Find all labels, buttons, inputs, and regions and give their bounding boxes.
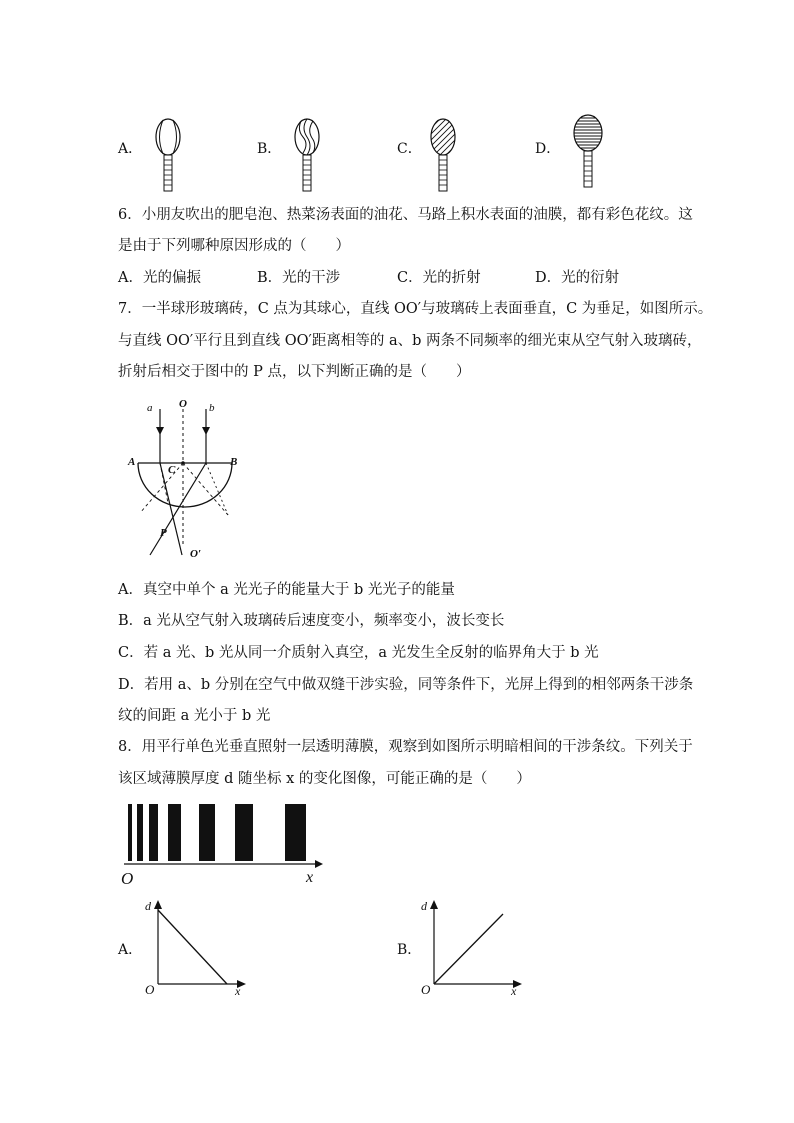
q7-option-c[interactable]: C．若 a 光、b 光从同一介质射入真空，a 光发生全反射的临界角大于 b 光 (118, 645, 599, 661)
q5-option-d-label[interactable]: D． (535, 141, 561, 157)
q6-option-b[interactable]: B．光的干涉 (257, 270, 341, 286)
q8-graph-b-d: d (421, 899, 427, 913)
fringe-bar (235, 804, 253, 861)
q8-graph-b-origin: O (421, 982, 431, 997)
q6-option-d[interactable]: D．光的衍射 (535, 270, 620, 286)
q8-option-b-label[interactable]: B． (397, 942, 422, 958)
q7-label-A: A (128, 456, 136, 468)
fringe-bar (168, 804, 181, 861)
fringe-bar (285, 804, 306, 861)
q8-option-a-label[interactable]: A． (118, 942, 143, 958)
q7-stem-line-1: 7．一半球形玻璃砖，C 点为其球心，直线 OO′与玻璃砖上表面垂直，C 为垂足，如图所示。 (118, 301, 713, 317)
graph-b-line (434, 914, 503, 984)
fringe-bar (199, 804, 215, 861)
q8-graph-b (426, 900, 526, 992)
graph-a-line (158, 910, 227, 984)
q8-graph-b-x: x (511, 984, 517, 998)
q7-label-B: B (230, 456, 238, 468)
q6-stem-line-1: 6．小朋友吹出的肥皂泡、热菜汤表面的油花、马路上积水表面的油膜，都有彩色花纹。这 (118, 207, 693, 223)
q7-label-a: a (147, 402, 153, 414)
q8-stem-line-1: 8．用平行单色光垂直照射一层透明薄膜，观察到如图所示明暗相间的干涉条纹。下列关于 (118, 739, 693, 755)
q7-label-b: b (209, 402, 215, 414)
fringe-bar (128, 804, 132, 861)
q8-fringe-origin: O (121, 869, 134, 888)
q7-option-d[interactable]: D．若用 a、b 分别在空气中做双缝干涉实验，同等条件下，光屏上得到的相邻两条干涉条 (118, 677, 694, 693)
q8-stem-line-2: 该区域薄膜厚度 d 随坐标 x 的变化图像，可能正确的是（ ） (118, 771, 531, 787)
fringe-bar (137, 804, 143, 861)
q7-label-O-prime: O′ (190, 548, 202, 560)
q8-graph-a-x: x (235, 984, 241, 998)
q8-graph-a (150, 900, 250, 992)
q7-label-P: P (160, 527, 167, 539)
q8-graph-a-d: d (145, 899, 151, 913)
q7-option-b[interactable]: B．a 光从空气射入玻璃砖后速度变小，频率变小，波长变长 (118, 613, 505, 629)
q7-label-o: O (179, 398, 187, 410)
q5-option-a-label[interactable]: A． (118, 141, 143, 157)
q5-option-b-label[interactable]: B． (257, 141, 282, 157)
q5-figure-a (148, 110, 188, 195)
q5-figure-d (566, 108, 610, 193)
q8-fringe-figure (120, 800, 325, 872)
q8-fringe-x: x (306, 869, 314, 886)
q7-hemisphere-figure (120, 395, 255, 565)
fringe-bar (149, 804, 158, 861)
q5-figure-b (287, 110, 327, 195)
q7-stem-line-3: 折射后相交于图中的 P 点，以下判断正确的是（ ） (118, 364, 471, 380)
q7-option-a[interactable]: A．真空中单个 a 光光子的能量大于 b 光光子的能量 (118, 582, 455, 598)
q8-graph-a-origin: O (145, 982, 155, 997)
q7-label-C: C (168, 464, 176, 476)
q5-option-c-label[interactable]: C． (397, 141, 422, 157)
q5-figure-c (423, 110, 463, 195)
q7-option-d-cont: 纹的间距 a 光小于 b 光 (118, 708, 271, 724)
q6-stem-line-2: 是由于下列哪种原因形成的（ ） (118, 238, 350, 254)
q7-stem-line-2: 与直线 OO′平行且到直线 OO′距离相等的 a、b 两条不同频率的细光束从空气射入玻璃砖， (118, 333, 702, 349)
q6-option-a[interactable]: A．光的偏振 (118, 270, 201, 286)
q6-option-c[interactable]: C．光的折射 (397, 270, 481, 286)
